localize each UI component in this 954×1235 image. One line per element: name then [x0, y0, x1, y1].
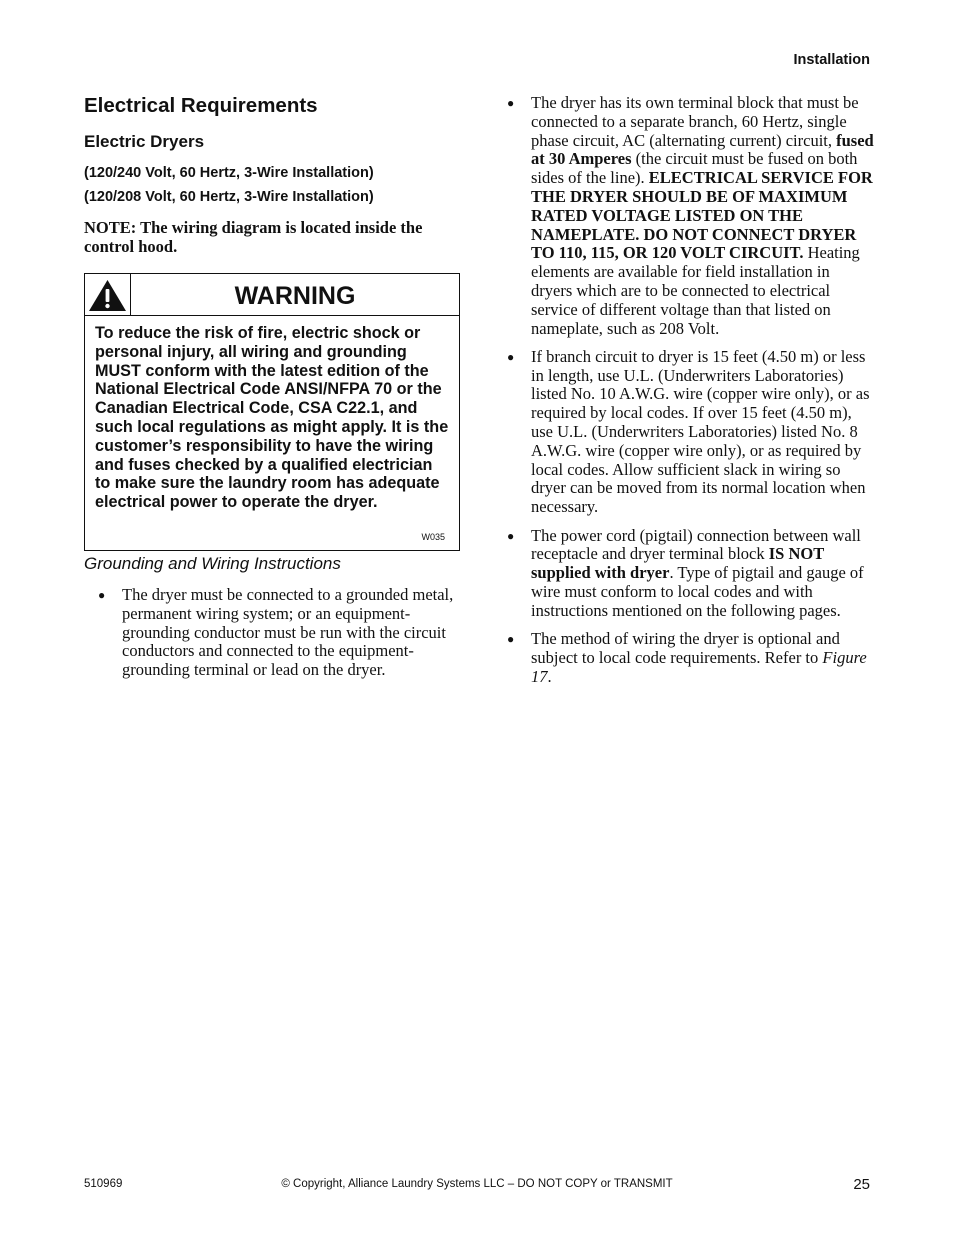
bullet-text: The dryer has its own terminal block that must be connected to a separate branch, 60 Hertz, single phase circuit, AC (alternating current) circuit, — [531, 93, 859, 150]
warning-box — [84, 273, 460, 551]
bullet-bold-text: IS NOT supplied with dryer — [531, 544, 824, 583]
grounding-title: Grounding and Wiring Instructions — [84, 554, 341, 573]
page-heading: Electrical Requirements — [84, 94, 318, 117]
section-header: Installation — [793, 52, 870, 68]
wiring-note: NOTE: The wiring diagram is located inside the control hood. — [84, 218, 423, 256]
bullet-icon: ● — [507, 96, 515, 110]
bullet-icon: ● — [507, 349, 515, 364]
list-item — [505, 630, 875, 686]
spec-line-2: (120/208 Volt, 60 Hertz, 3-Wire Installation) — [84, 189, 374, 205]
warning-title: WARNING — [234, 282, 356, 310]
warning-header — [85, 274, 459, 316]
bullet-text: If branch circuit to dryer is 15 feet (4.50 m) or less in length, use U.L. (Underwriters Laboratories) listed No. 10 A.W.G. wire (copper wire only), or as required by local codes. If over 15 feet (4.50 m), use U.L. (Underwriters Laboratories) listed No. 8 A.W.G. wire (copper wire only), or as required by local codes. Allow sufficient slack in wiring so dryer can be moved from its normal location when necessary. — [531, 346, 870, 517]
bullet-bold-text: ELECTRICAL SERVICE FOR THE DRYER SHOULD BE OF MAXIMUM RATED VOLTAGE LISTED ON THE NAMEPLATE. DO NOT CONNECT DRYER TO 110, 115, OR 120 VOLT CIRCUIT. — [531, 168, 873, 263]
warning-icon-cell — [85, 274, 131, 315]
bullet-text: (the circuit must be fused on both sides of the line). — [531, 149, 858, 188]
list-item — [505, 348, 875, 517]
spec-line-1: (120/240 Volt, 60 Hertz, 3-Wire Installation) — [84, 165, 374, 181]
bullet-text: . Type of pigtail and gauge of wire must conform to local codes and with instructions mentioned on the following pages. — [531, 563, 864, 620]
page-number: 25 — [853, 1176, 870, 1193]
warning-text: To reduce the risk of fire, electric shock or personal injury, all wiring and grounding MUST conform with the latest edition of the National Electrical Code ANSI/NFPA 70 or the Canadian Electrical Code, CSA C22.1, and such local regulations as might apply. It is the customer’s responsibility to have the wiring and fuses checked by a qualified electrician to make sure the laundry room has adequate electrical power to operate the dryer. — [95, 324, 449, 512]
bullet-icon: ● — [507, 632, 515, 647]
bullet-text: . — [547, 666, 552, 686]
requirements-list — [505, 94, 875, 686]
subheading: Electric Dryers — [84, 132, 205, 151]
list-item — [505, 94, 875, 338]
list-item — [505, 527, 875, 621]
bullet-bold-text: fused at 30 Amperes — [531, 130, 874, 169]
right-column — [505, 92, 875, 696]
grounding-list — [96, 586, 456, 680]
figure-reference: Figure 17 — [531, 647, 867, 686]
left-column — [84, 92, 460, 256]
doc-number: 510969 — [84, 1178, 123, 1190]
bullet-text: The method of wiring the dryer is optional and subject to local code requirements. Refer to — [531, 629, 840, 667]
list-item — [96, 586, 456, 680]
bullet-text: The power cord (pigtail) connection between wall receptacle and dryer terminal block — [531, 525, 861, 564]
bullet-icon: ● — [98, 588, 106, 602]
bullet-icon: ● — [507, 528, 515, 543]
bullet-text: Heating elements are available for field installation in dryers which are to be connected to electrical service of different voltage than that listed on nameplate, such as 208 Volt. — [531, 243, 860, 338]
warning-triangle-icon — [85, 274, 130, 315]
copyright-notice: © Copyright, Alliance Laundry Systems LLC – DO NOT COPY or TRANSMIT — [281, 1178, 673, 1190]
warning-code: W035 — [421, 532, 445, 542]
grounding-bullet-text: The dryer must be connected to a grounded metal, permanent wiring system; or an equipment-grounding conductor must be run with the circuit conductors and connected to the equipment-grounding terminal or lead on the dryer. — [122, 585, 454, 680]
